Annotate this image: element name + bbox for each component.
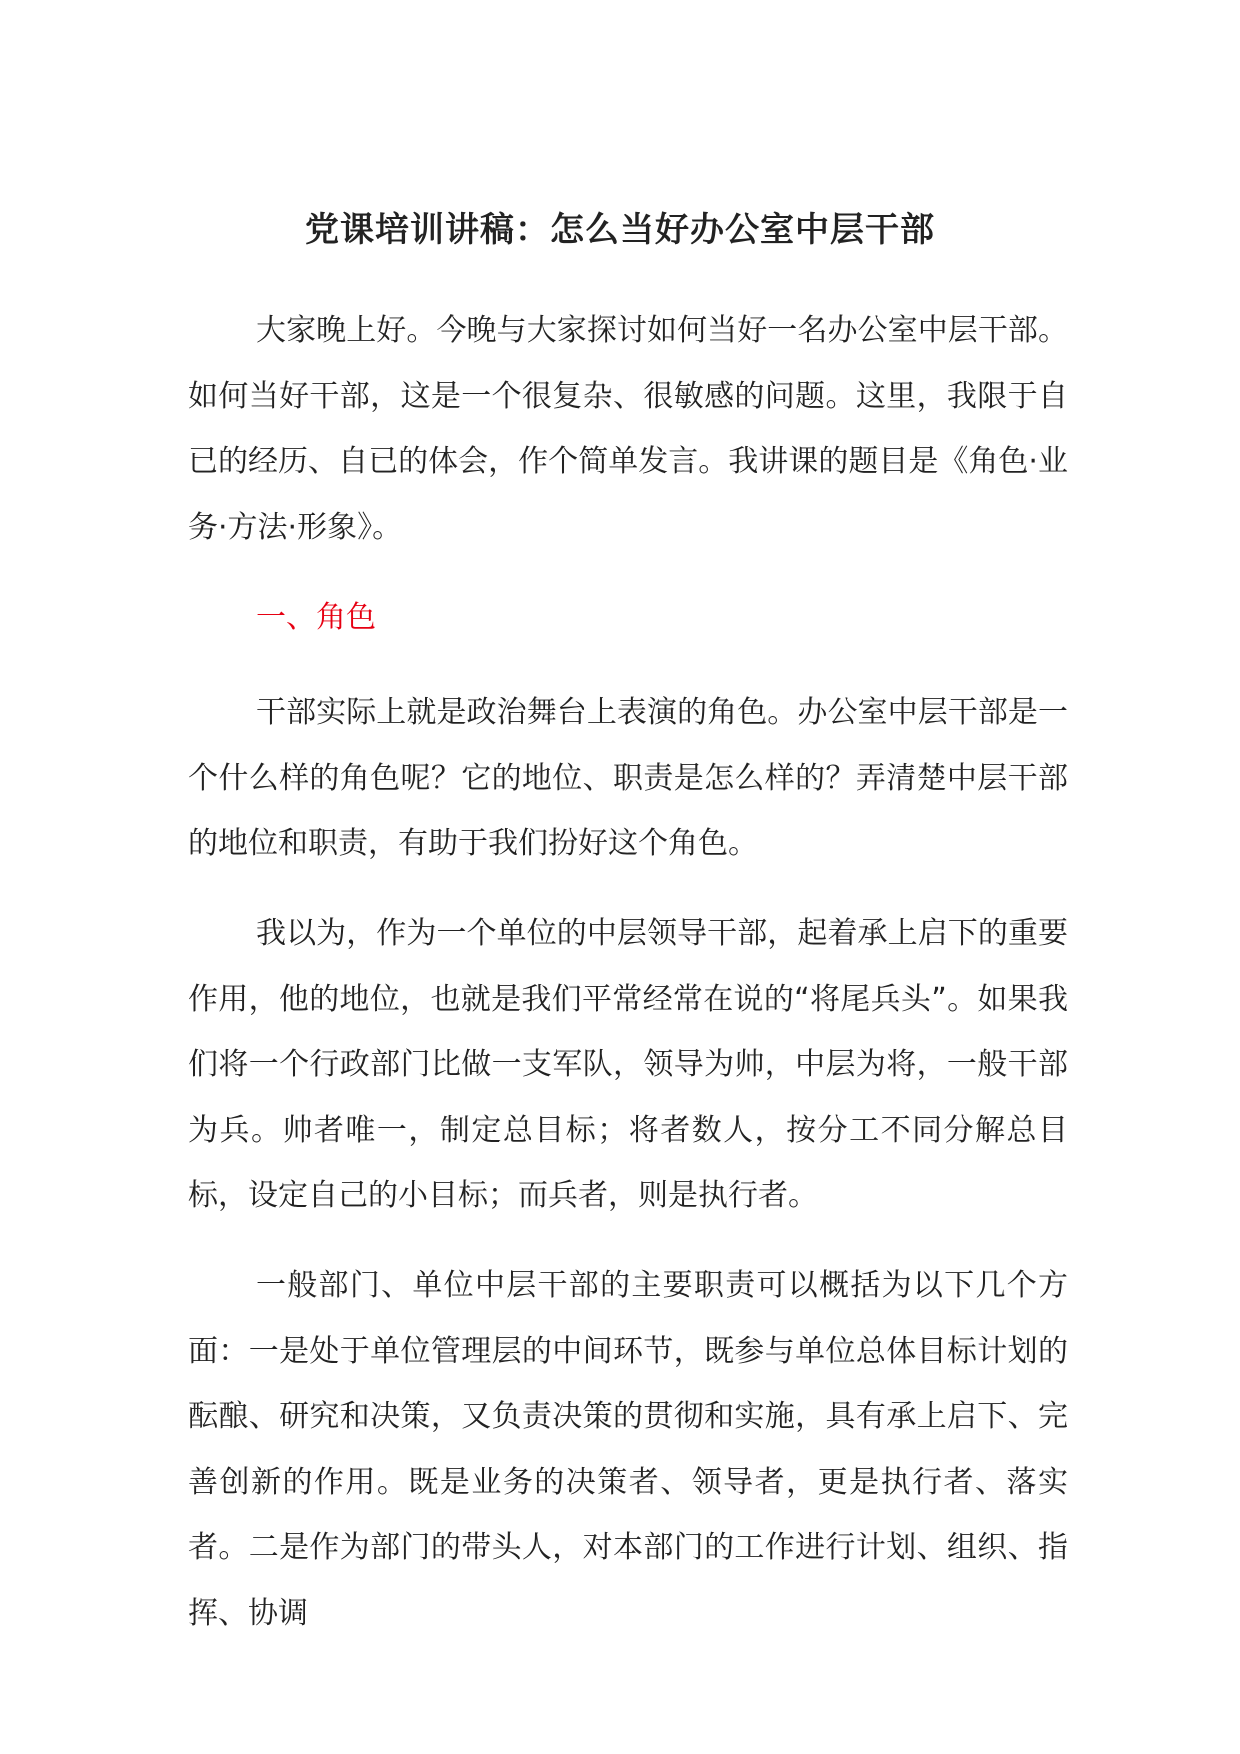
body-paragraph: 干部实际上就是政治舞台上表演的角色。办公室中层干部是一个什么样的角色呢？它的地位、职责是怎么样的？弄清楚中层干部的地位和职责，有助于我们扮好这个角色。 xyxy=(188,695,1068,861)
section-heading: 一、角色 xyxy=(256,600,376,635)
intro-paragraph: 大家晚上好。今晚与大家探讨如何当好一名办公室中层干部。如何当好干部，这是一个很复杂、很敏感的问题。这里，我限于自已的经历、自已的体会，作个简单发言。我讲课的题目是《角色·业务·方法·形象》。 xyxy=(188,313,1068,545)
body-paragraph: 我以为，作为一个单位的中层领导干部，起着承上启下的重要作用，他的地位，也就是我们平常经常在说的“将尾兵头”。如果我们将一个行政部门比做一支军队，领导为帅，中层为将，一般干部为兵。帅者唯一，制定总目标；将者数人，按分工不同分解总目标，设定自己的小目标；而兵者，则是执行者。 xyxy=(188,916,1068,1213)
document-title: 党课培训讲稿：怎么当好办公室中层干部 xyxy=(305,210,935,250)
body-paragraph: 一般部门、单位中层干部的主要职责可以概括为以下几个方面：一是处于单位管理层的中间环节，既参与单位总体目标计划的酝酿、研究和决策，又负责决策的贯彻和实施，具有承上启下、完善创新的作用。既是业务的决策者、领导者，更是执行者、落实者。二是作为部门的带头人，对本部门的工作进行计划、组织、指挥、协调 xyxy=(188,1268,1068,1631)
